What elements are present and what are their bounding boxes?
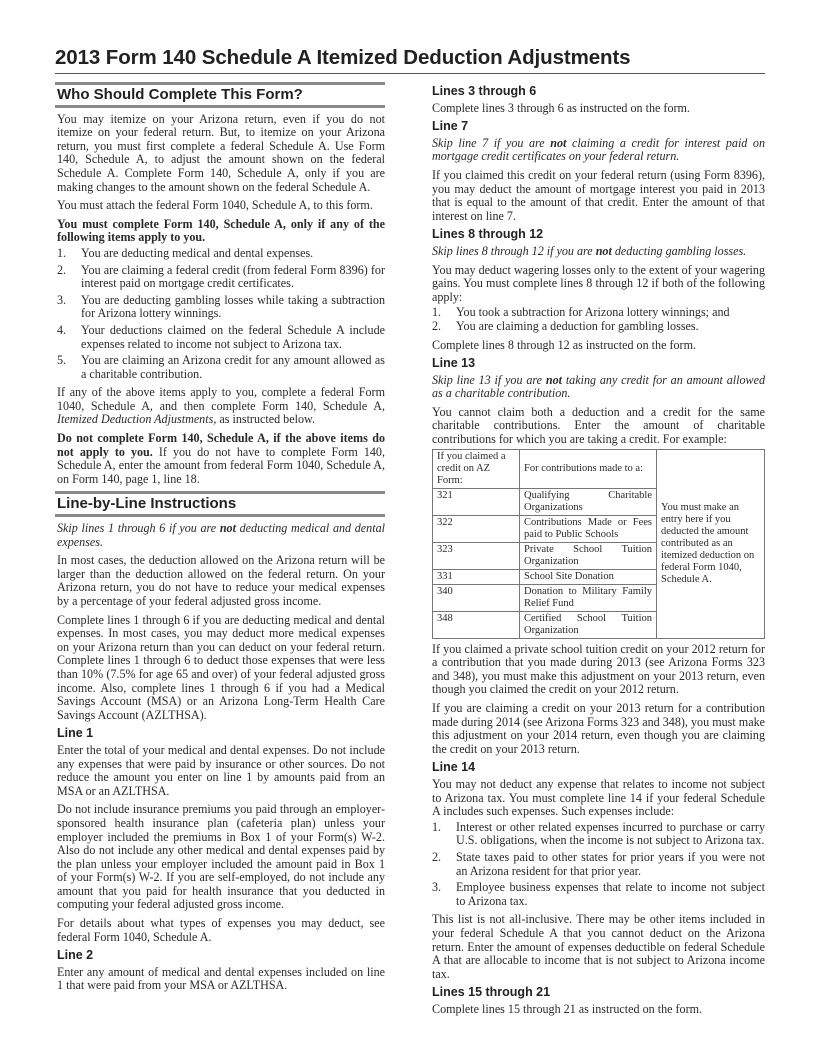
table-row: 348 Certified School Tuition Organization [433,611,765,638]
nondeductible-expenses-list [432,821,765,909]
paragraph: Complete lines 1 through 6 if you are deducting medical and dental expenses. In most cases, you may deduct more medical expenses on your Arizona return than you can deduct on your federal return. Complete lines 1 through 6 to deduct those expenses that were less than 10% (7.5% for age 65 and over) of your federal adjusted gross income. Also, complete lines 1 through 6 if you had a Medical Savings Account (MSA) or an Arizona Long-Term Health Care Savings Account (AZLTHSA). [57,612,385,722]
right-column [432,83,765,1022]
page-title: 2013 Form 140 Schedule A Itemized Deduction Adjustments [55,46,765,74]
list-item: 2. You are claiming a federal credit (from federal Form 8396) for interest paid on mortgage credit certificates. [57,262,385,291]
list-item: 1. You took a subtraction for Arizona lottery winnings; and [432,305,730,320]
left-column [57,82,385,998]
paragraph: Complete lines 15 through 21 as instructed on the form. [432,1001,703,1016]
table-row: 321 Qualifying Charitable Organizations [433,488,765,515]
line-1-heading: Line 1 [57,726,94,741]
lines-3-6-heading: Lines 3 through 6 [432,84,537,98]
paragraph: You cannot claim both a deduction and a credit for the same charitable contributions. Enter the amount of charitable contributions for which you are taking a credit. For example: [432,404,765,447]
table-row: 340 Donation to Military Family Relief Fund [433,584,765,611]
table-row: 322 Contributions Made or Fees paid to Public Schools [433,515,765,542]
paragraph: If you claimed a private school tuition credit on your 2012 return for a contribution that you made during 2013 (see Arizona Forms 323 and 348), you must make this adjustment on your 2013 return, even though you claimed the credit on your 2012 return. [432,641,765,697]
paragraph: Enter the total of your medical and dental expenses. Do not include any expenses that were paid by insurance or other sources. Do not reduce the amount you enter on line 1 by amounts paid from an MSA or an AZLTHSA. [57,742,385,798]
skip-note: Skip lines 1 through 6 if you are not deducting medical and dental expenses. [57,521,385,549]
list-item: 1. You are deducting medical and dental expenses. [57,245,314,260]
paragraph: You may not deduct any expense that relates to income not subject to Arizona tax. You must complete line 14 if your federal Schedule A includes such expenses. Such expenses include: [432,777,765,819]
line-13-heading: Line 13 [432,356,476,371]
paragraph: If you claimed this credit on your federal return (using Form 8396), you may deduct the amount of mortgage interest you paid in 2013 that is equal to the amount of that credit. Enter the amount of that interest on line 7. [432,167,765,223]
skip-note: Skip line 7 if you are not claiming a credit for interest paid on mortgage credit certificates on your federal return. [432,135,766,164]
who-items-list [57,247,385,381]
section-heading-who-should-complete: Who Should Complete This Form? [55,82,385,108]
paragraph: You must attach the federal Form 1040, Schedule A, to this form. [57,198,373,213]
bold-paragraph: You must complete Form 140, Schedule A, only if any of the following items apply to you. [57,216,385,245]
list-item: 4. Your deductions claimed on the federal Schedule A include expenses related to income not subject to Arizona tax. [57,322,385,351]
list-item: 1. Interest or other related expenses incurred to purchase or carry U.S. obligations, when the income is not subject to Arizona tax. [432,819,765,848]
table-row: 331 School Site Donation [433,569,765,584]
paragraph: Do not complete Form 140, Schedule A, if the above items do not apply to you. If you do not have to complete Form 140, Schedule A, enter the amount from federal Form 1040, Schedule A, on Form 140, page 1, line 18. [57,431,385,486]
lines-8-12-heading: Lines 8 through 12 [432,227,544,242]
skip-note: Skip line 13 if you are not taking any credit for an amount allowed as a charitable contribution. [432,372,766,401]
paragraph: You may itemize on your Arizona return, even if you do not itemize on your federal return. But, to itemize on your Arizona return, you must first complete a federal Schedule A. Use Form 140, Schedule A, to adjust the amount shown on the federal Schedule A. Complete Form 140, Schedule A, only if you are making changes to the amount shown on the federal Schedule A. [57,111,385,194]
table-header-row [433,449,765,488]
paragraph: For details about what types of expenses you may deduct, see federal Form 1040, Schedule A. [57,916,385,944]
lines-15-21-heading: Lines 15 through 21 [432,985,551,1000]
paragraph: Complete lines 3 through 6 as instructed on the form. [432,100,690,115]
line-14-heading: Line 14 [432,760,476,775]
line-2-heading: Line 2 [57,948,94,963]
list-item: 3. You are deducting gambling losses while taking a subtraction for Arizona lottery winnings. [57,292,385,321]
line-7-heading: Line 7 [432,119,469,134]
paragraph: This list is not all-inclusive. There may be other items included in your federal Schedule A that you cannot deduct on the Arizona return. Enter the amount of expenses deductible on federal Schedule A that are allocable to income that is not subject to Arizona income tax. [432,912,765,981]
table-row: 323 Private School Tuition Organization [433,542,765,569]
list-item: 2. State taxes paid to other states for prior years if you were not an Arizona resident for that prior year. [432,849,765,878]
list-item: 3. Employee business expenses that relate to income not subject to Arizona tax. [432,880,765,908]
paragraph: Enter any amount of medical and dental expenses included on line 1 that were paid from your MSA or AZLTHSA. [57,964,385,993]
gambling-conditions-list [432,306,765,333]
paragraph: If you are claiming a credit on your 2013 return for a contribution made during 2014 (see Arizona Forms 323 and 348), you must make this adjustment on your 2014 return, even though you are claiming the credit on your 2013 return. [432,701,765,756]
header-cell: If you claimed a credit on AZ Form: [433,449,520,488]
paragraph: Do not include insurance premiums you paid through an employer-sponsored health insurance plan (cafeteria plan) unless your employer included the premiums in Box 1 of your Form(s) W-2. Also do not include any other medical and dental expenses paid by the plan unless your employer included the amount paid in Box 1 of your Form(s) W-2. If you are self-employed, do not include any amount that you paid for health insurance that you deducted in computing your federal adjusted gross income. [57,802,385,912]
paragraph: You may deduct wagering losses only to the extent of your wagering gains. You must complete lines 8 through 12 if both of the following apply: [432,262,765,304]
paragraph: Complete lines 8 through 12 as instructed on the form. [432,337,697,352]
section-heading-line-by-line: Line-by-Line Instructions [55,491,385,517]
skip-note: Skip lines 8 through 12 if you are not deducting gambling losses. [432,243,747,258]
charitable-credit-table [432,449,765,639]
header-cell: For contributions made to a: [520,449,657,488]
list-item: 5. You are claiming an Arizona credit for any amount allowed as a charitable contribution. [57,353,385,381]
paragraph: In most cases, the deduction allowed on the Arizona return will be larger than the deduction allowed on the federal return. On your Arizona return, you do not have to reduce your medical expenses by a percentage of your federal adjusted gross income. [57,553,385,608]
table-note-cell: You must make an entry here if you deducted the amount contributed as an itemized deduction on federal Form 1040, Schedule A. [657,449,765,638]
list-item: 2. You are claiming a deduction for gambling losses. [432,318,699,333]
paragraph: If any of the above items apply to you, complete a federal Form 1040, Schedule A, and then complete Form 140, Schedule A, Itemized Deduction Adjustments, as instructed below. [57,385,385,427]
